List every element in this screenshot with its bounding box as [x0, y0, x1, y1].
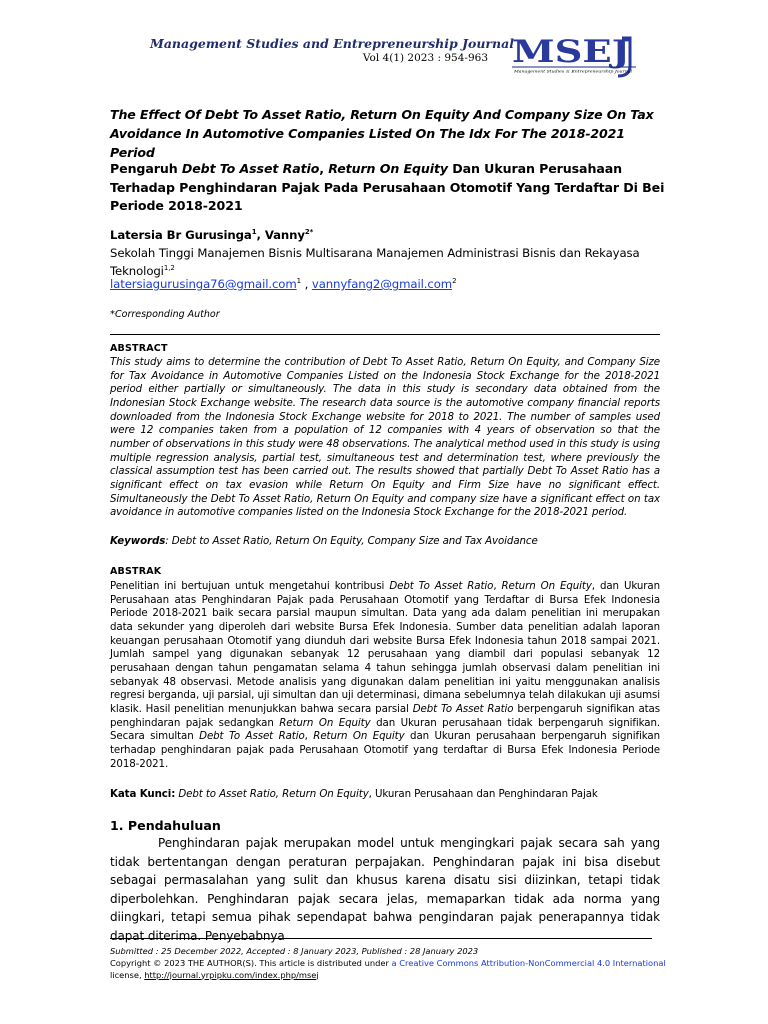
abstrak-body: [110, 580, 660, 771]
logo-text: MSEJ: [512, 34, 630, 70]
email-sup: 1: [296, 277, 302, 286]
abstrak-text: ,: [493, 580, 502, 592]
abstrak-text: berpengaruh signifikan atas penghindaran pajak sedangkan: [110, 702, 660, 729]
keywords-text: : Debt to Asset Ratio, Return On Equity, Company Size and Tax Avoidance: [165, 535, 538, 547]
author-name: Latersia Br Gurusinga: [110, 228, 252, 242]
title-id-part: Dan Ukuran Perusahaan Terhadap Penghindaran Pajak Pada Perusahaan Otomotif Yang Terdaftar Di Bei Periode 2018-2021: [110, 161, 665, 213]
journal-logo: [510, 32, 644, 80]
journal-volume: Vol 4(1) 2023 : 954-963: [362, 52, 488, 64]
affiliation: [110, 244, 670, 280]
email-sep: ,: [301, 277, 312, 291]
email-link-2[interactable]: vannyfang2@gmail.com: [311, 277, 453, 291]
journal-name: Management Studies and Entrepreneurship Journal: [150, 36, 514, 51]
keywords: [110, 535, 670, 547]
title-id-part: ,: [319, 161, 329, 176]
corresponding-note: [110, 309, 220, 320]
title-english: The Effect Of Debt To Asset Ratio, Return On Equity And Company Size On Tax Avoidance In Automotive Companies Listed On The Idx For The 2018-2021 Period: [110, 107, 654, 160]
footer-divider: [110, 938, 652, 939]
footer-copyright: [110, 958, 670, 981]
logo-subtitle: Management Studies & Entrepreneurship Journal: [512, 68, 633, 74]
author-emails: [110, 277, 456, 291]
abstract-heading: ABSTRACT: [110, 343, 168, 354]
email-sup: 2: [452, 277, 457, 286]
abstrak-text: dan Ukuran perusahaan berpengaruh signifikan terhadap penghindaran pajak pada Perusahaan Otomotif yang terdaftar di Bursa Efek Indonesia Periode 2018-2021.: [110, 730, 660, 770]
footer-dates: Submitted : 25 December 2022, Accepted : 8 January 2023, Published : 28 January 2023: [110, 946, 479, 956]
author-sup: 1: [251, 228, 257, 237]
author-sup: 2*: [304, 228, 314, 237]
abstrak-italic: Return On Equity: [313, 730, 405, 743]
kata-kunci-label: Kata Kunci:: [110, 788, 176, 800]
abstrak-italic: Debt To Asset Ratio: [412, 702, 514, 715]
title-indonesian: [110, 160, 672, 216]
section-body: [110, 834, 660, 945]
kata-kunci-text: , Ukuran Perusahaan dan Penghindaran Pajak: [368, 788, 598, 800]
title-id-italic: Return On Equity: [328, 161, 448, 176]
title-id-italic: Debt To Asset Ratio: [181, 161, 320, 176]
copyright-text: license,: [110, 969, 145, 980]
abstrak-italic: Debt To Asset Ratio: [389, 580, 494, 592]
abstrak-text: , dan Ukuran Perusahaan atas Penghindaran Pajak pada Perusahaan Otomotif yang Terdaftar di Bursa Efek Indonesia Periode 2018-2021 baik secara parsial maupun simultan. Data yang ada dalam penelitian ini merupakan data sekunder yang diperoleh dari website Bursa Efek Indonesia. Sumber data penelitian adalah laporan keuangan perusahaan Otomotif yang diunduh dari website Bursa Efek Indonesia tahun 2018 sampai 2021. Jumlah sampel yang digunakan sebanyak 12 perusahaan yang diambil dari populasi sebanyak 12 perusahaan dengan tahun pengamatan selama 4 tahun sehingga jumlah observasi dalam penelitian ini sebanyak 48 observasi. Metode analisis yang digunakan dalam penelitian ini yaitu menggunakan analisis regresi berganda, uji parsial, uji simultan dan uji determinasi, dimana sebelumnya telah dilakukan uji asumsi klasik. Hasil penelitian menunjukkan bahwa secara parsial: [110, 580, 660, 715]
abstrak-text: Penelitian ini bertujuan untuk mengetahui kontribusi: [110, 580, 390, 592]
affiliation-sup: 1,2: [163, 264, 175, 273]
keywords-label: Keywords: [110, 535, 166, 547]
divider: [110, 334, 660, 335]
title-id-part: Pengaruh: [110, 161, 182, 176]
affiliation-text: Sekolah Tinggi Manajemen Bisnis Multisarana Manajemen Administrasi Bisnis dan Rekayasa Teknologi: [110, 246, 640, 278]
kata-kunci: [110, 788, 598, 800]
corresponding-text: Corresponding Author: [115, 309, 220, 320]
abstrak-italic: Debt To Asset Ratio: [199, 730, 305, 743]
abstrak-italic: Return On Equity: [501, 580, 592, 592]
author-sep: ,: [256, 228, 265, 242]
author-list: [110, 228, 313, 242]
corresponding-star: *: [110, 309, 115, 320]
copyright-text: Copyright © 2023 THE AUTHOR(S). This article is distributed under: [110, 958, 392, 968]
section-text: Penghindaran pajak merupakan model untuk mengingkari pajak secara sah yang tidak bertentangan dengan peraturan perpajakan. Penghindaran pajak ini bisa disebut sebagai permasalahan yang sulit dan khusus karena disatu sisi diizinkan, tetapi tidak diperbolehkan. Penghindaran pajak secara jelas, memaparkan tidak ada norma yang diingkari, tetapi semua pihak sependapat bahwa pengindaran pajak penerapannya tidak dapat diterima. Penyebabnya: [110, 836, 660, 943]
email-link-1[interactable]: latersiagurusinga76@gmail.com: [110, 277, 297, 291]
license-text: a Creative Commons Attribution-NonCommercial 4.0 International: [391, 958, 666, 968]
kata-kunci-italic: Debt to Asset Ratio, Return On Equity: [175, 788, 369, 800]
journal-url-link[interactable]: http://journal.yrpipku.com/index.php/msej: [144, 969, 319, 980]
abstrak-text: ,: [304, 730, 314, 743]
abstract-body: This study aims to determine the contribution of Debt To Asset Ratio, Return On Equity, and Company Size for Tax Avoidance in Automotive Companies Listed on the Indonesia Stock Exchange for the 2018-2021 period either partially or simultaneously. The data in this study is secondary data obtained from the Indonesian Stock Exchange website. The research data source is the automotive company financial reports downloaded from the Indonesia Stock Exchange website for 2018 to 2021. The number of samples used were 12 companies taken from a population of 12 companies with 4 years of observation so that the number of observations in this study were 48 observations. The analytical method used in this study is using multiple regression analysis, partial test, simultaneous test and determination test, where previously the classical assumption test has been carried out. The results showed that partially Debt To Asset Ratio has a significant effect on tax evasion while Return On Equity and Firm Size have no significant effect. Simultaneously the Debt To Asset Ratio, Return On Equity and company size have a significant effect on tax avoidance in automotive companies listed on the Indonesia Stock Exchange for the 2018-2021 period.: [110, 356, 660, 519]
abstrak-heading: ABSTRAK: [110, 566, 162, 577]
author-name: Vanny: [264, 228, 305, 242]
section-heading: 1. Pendahuluan: [110, 818, 221, 833]
abstrak-italic: Return On Equity: [279, 716, 371, 729]
abstrak-text: dan Ukuran perusahaan tidak berpengaruh signifikan. Secara simultan: [110, 716, 660, 743]
